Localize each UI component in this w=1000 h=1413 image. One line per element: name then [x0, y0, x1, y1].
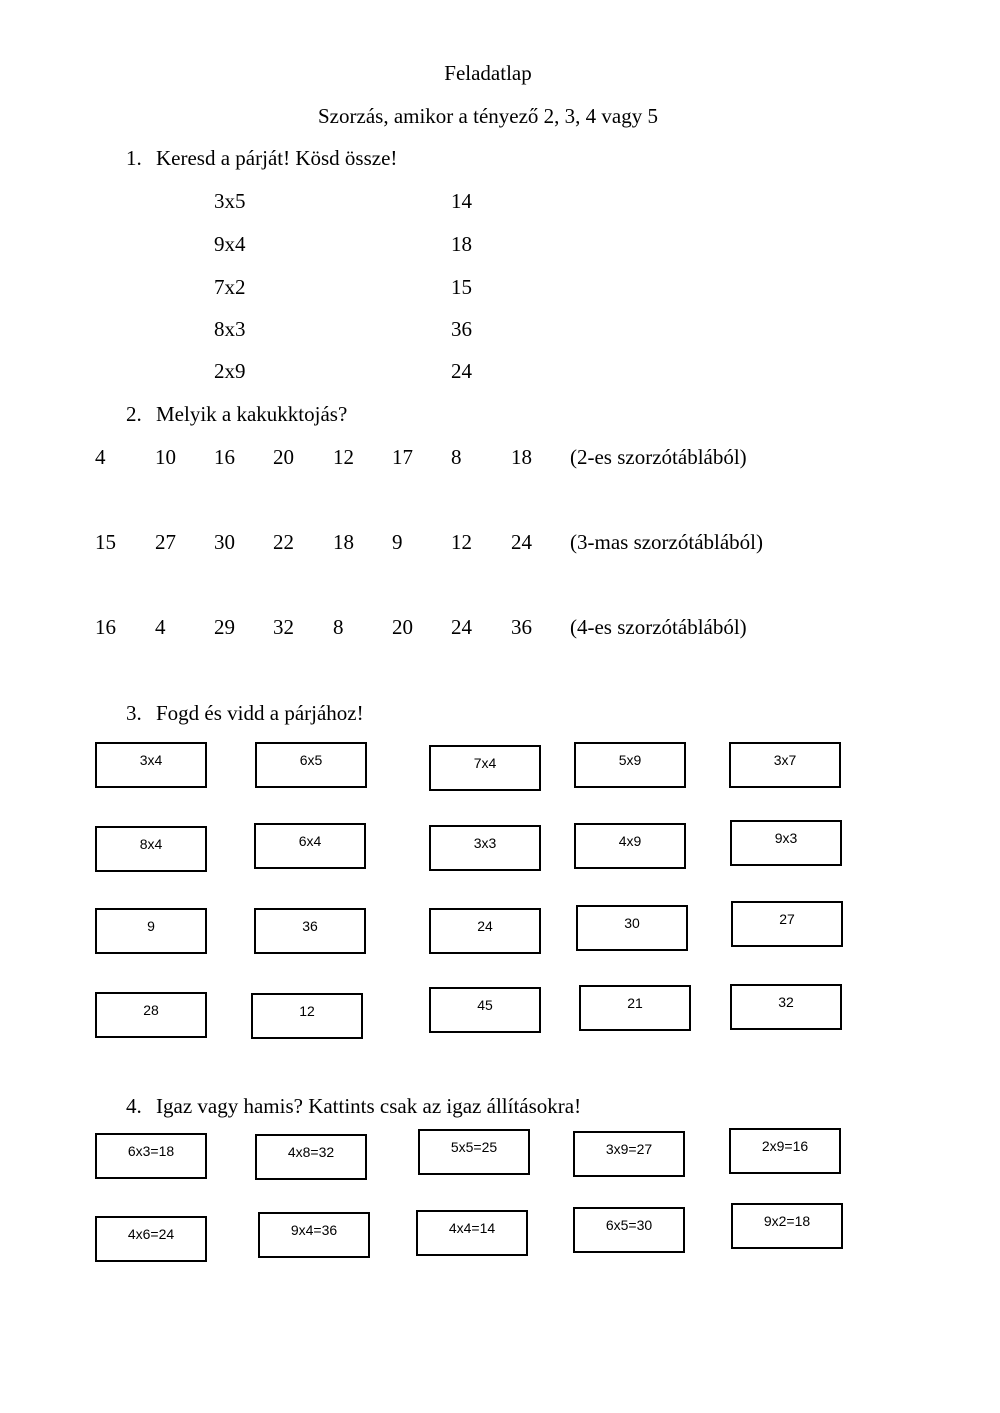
drop-target[interactable] [251, 993, 363, 1039]
drag-card-label: 6x5 [299, 752, 323, 768]
drop-target-label: 36 [302, 918, 318, 934]
task1-right-item: 36 [451, 317, 472, 341]
task1-right-item: 18 [451, 232, 472, 256]
drag-card[interactable] [574, 742, 686, 788]
task2-number-cell[interactable]: 24 [451, 615, 472, 639]
drop-target-label: 24 [477, 918, 493, 934]
drop-target-label: 28 [143, 1002, 159, 1018]
drag-card-label: 5x9 [618, 752, 642, 768]
drop-target[interactable] [731, 901, 843, 947]
task2-number-cell[interactable]: 18 [333, 530, 354, 554]
statement-card[interactable] [573, 1207, 685, 1253]
statement-card[interactable] [573, 1131, 685, 1177]
drag-card[interactable] [729, 742, 841, 788]
statement-label: 9x2=18 [763, 1213, 811, 1229]
task2-number: 2. [126, 402, 142, 426]
task1-left-item: 2x9 [214, 359, 246, 383]
statement-label: 5x5=25 [450, 1139, 498, 1155]
drag-card[interactable] [574, 823, 686, 869]
task2-number-cell[interactable]: 12 [451, 530, 472, 554]
drop-target[interactable] [95, 992, 207, 1038]
task3-heading: Fogd és vidd a párjához! [156, 701, 364, 725]
drag-card[interactable] [429, 825, 541, 871]
task2-number-cell[interactable]: 8 [451, 445, 462, 469]
task2-number-cell[interactable]: 17 [392, 445, 413, 469]
statement-card[interactable] [255, 1134, 367, 1180]
statement-label: 4x4=14 [448, 1220, 496, 1236]
statement-label: 4x8=32 [287, 1144, 335, 1160]
statement-label: 3x9=27 [605, 1141, 653, 1157]
task2-number-cell[interactable]: 20 [273, 445, 294, 469]
task2-number-cell[interactable]: 29 [214, 615, 235, 639]
statement-card[interactable] [418, 1129, 530, 1175]
drop-target[interactable] [429, 987, 541, 1033]
drop-target-label: 30 [624, 915, 640, 931]
drag-card[interactable] [95, 742, 207, 788]
task2-number-cell[interactable]: 22 [273, 530, 294, 554]
statement-card[interactable] [731, 1203, 843, 1249]
drop-target-label: 12 [299, 1003, 315, 1019]
task2-number-cell[interactable]: 16 [214, 445, 235, 469]
drag-card-label: 9x3 [774, 830, 798, 846]
drag-card[interactable] [730, 820, 842, 866]
drop-target[interactable] [95, 908, 207, 954]
task2-number-cell[interactable]: 9 [392, 530, 403, 554]
statement-card[interactable] [95, 1133, 207, 1179]
drop-target-label: 45 [477, 997, 493, 1013]
task1-left-item: 8x3 [214, 317, 246, 341]
drag-card[interactable] [95, 826, 207, 872]
task4-heading: Igaz vagy hamis? Kattints csak az igaz állításokra! [156, 1094, 582, 1118]
task2-number-cell[interactable]: 18 [511, 445, 532, 469]
page-subtitle: Szorzás, amikor a tényező 2, 3, 4 vagy 5 [318, 104, 658, 128]
drop-target-label: 32 [778, 994, 794, 1010]
task2-row-label: (3-mas szorzótáblából) [570, 530, 764, 554]
task1-right-item: 14 [451, 189, 472, 213]
statement-label: 9x4=36 [290, 1222, 338, 1238]
task2-number-cell[interactable]: 16 [95, 615, 116, 639]
drop-target[interactable] [730, 984, 842, 1030]
task2-number-cell[interactable]: 10 [155, 445, 176, 469]
task1-left-item: 9x4 [214, 232, 246, 256]
task3-number: 3. [126, 701, 142, 725]
task4-number: 4. [126, 1094, 142, 1118]
task2-number-cell[interactable]: 30 [214, 530, 235, 554]
drop-target[interactable] [429, 908, 541, 954]
drag-card-label: 6x4 [298, 833, 322, 849]
drag-card-label: 4x9 [618, 833, 642, 849]
statement-card[interactable] [95, 1216, 207, 1262]
drop-target-label: 27 [779, 911, 795, 927]
task2-number-cell[interactable]: 24 [511, 530, 532, 554]
statement-label: 2x9=16 [761, 1138, 809, 1154]
drop-target-label: 9 [147, 918, 155, 934]
drag-card-label: 3x4 [139, 752, 163, 768]
drag-card[interactable] [429, 745, 541, 791]
task2-row-label: (2-es szorzótáblából) [570, 445, 747, 469]
drag-card-label: 7x4 [473, 755, 497, 771]
task1-left-item: 3x5 [214, 189, 246, 213]
statement-label: 4x6=24 [127, 1226, 175, 1242]
drop-target[interactable] [576, 905, 688, 951]
task2-heading: Melyik a kakukktojás? [156, 402, 348, 426]
statement-card[interactable] [258, 1212, 370, 1258]
drop-target[interactable] [579, 985, 691, 1031]
task2-number-cell[interactable]: 12 [333, 445, 354, 469]
task2-number-cell[interactable]: 4 [95, 445, 106, 469]
task1-heading: Keresd a párját! Kösd össze! [156, 146, 398, 170]
statement-card[interactable] [729, 1128, 841, 1174]
drag-card-label: 8x4 [139, 836, 163, 852]
task1-number: 1. [126, 146, 142, 170]
drop-target[interactable] [254, 908, 366, 954]
task1-right-item: 24 [451, 359, 472, 383]
task2-number-cell[interactable]: 20 [392, 615, 413, 639]
task2-number-cell[interactable]: 4 [155, 615, 166, 639]
page-title: Feladatlap [444, 61, 532, 85]
task1-right-item: 15 [451, 275, 472, 299]
drag-card-label: 3x3 [473, 835, 497, 851]
task2-number-cell[interactable]: 15 [95, 530, 116, 554]
task2-number-cell[interactable]: 32 [273, 615, 294, 639]
drag-card-label: 3x7 [773, 752, 797, 768]
drag-card[interactable] [254, 823, 366, 869]
statement-card[interactable] [416, 1210, 528, 1256]
task2-number-cell[interactable]: 36 [511, 615, 532, 639]
task1-left-item: 7x2 [214, 275, 246, 299]
drag-card[interactable] [255, 742, 367, 788]
drop-target-label: 21 [627, 995, 643, 1011]
statement-label: 6x3=18 [127, 1143, 175, 1159]
task2-number-cell[interactable]: 8 [333, 615, 344, 639]
task2-row-label: (4-es szorzótáblából) [570, 615, 747, 639]
task2-number-cell[interactable]: 27 [155, 530, 176, 554]
statement-label: 6x5=30 [605, 1217, 653, 1233]
